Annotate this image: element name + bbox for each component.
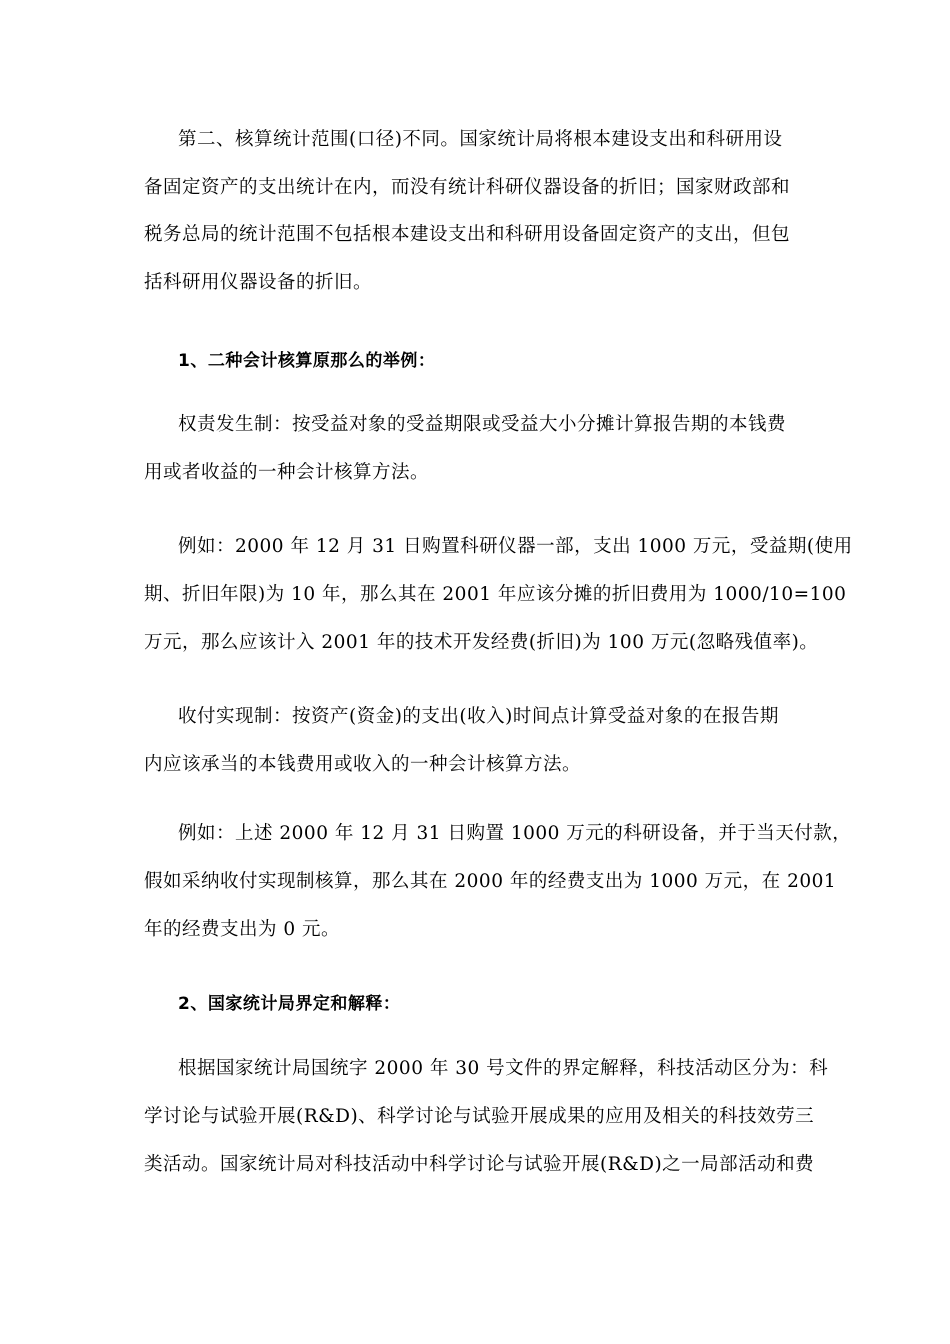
paragraph-line: 学讨论与试验开展(R&D)、科学讨论与试验开展成果的应用及相关的科技效劳三 [144, 1106, 815, 1127]
paragraph-line: 万元，那么应该计入 2001 年的技术开发经费(折旧)为 100 万元(忽略残值率)。 [144, 632, 819, 653]
paragraph-line: 例如：上述 2000 年 12 月 31 日购置 1000 万元的科研设备，并于当天付款， [178, 823, 852, 844]
section-heading: 1、二种会计核算原那么的举例： [178, 351, 436, 371]
paragraph-line: 备固定资产的支出统计在内，而没有统计科研仪器设备的折旧；国家财政部和 [144, 177, 791, 198]
paragraph-line: 例如：2000 年 12 月 31 日购置科研仪器一部，支出 1000 万元，受益期(使用 [178, 536, 853, 557]
paragraph-line: 收付实现制：按资产(资金)的支出(收入)时间点计算受益对象的在报告期 [178, 706, 779, 727]
paragraph-line: 假如采纳收付实现制核算，那么其在 2000 年的经费支出为 1000 万元，在 2001 [144, 871, 837, 892]
paragraph-line: 权责发生制：按受益对象的受益期限或受益大小分摊计算报告期的本钱费 [178, 414, 787, 435]
paragraph-line: 税务总局的统计范围不包括根本建设支出和科研用设备固定资产的支出，但包 [144, 224, 791, 245]
paragraph-line: 年的经费支出为 0 元。 [144, 919, 341, 940]
paragraph-line: 期、折旧年限)为 10 年，那么其在 2001 年应该分摊的折旧费用为 1000/10=100 [144, 584, 847, 605]
paragraph-line: 括科研用仪器设备的折旧。 [144, 272, 373, 293]
paragraph-line: 第二、核算统计范围(口径)不同。国家统计局将根本建设支出和科研用设 [178, 129, 783, 150]
paragraph-line: 内应该承当的本钱费用或收入的一种会计核算方法。 [144, 754, 582, 775]
section-heading: 2、国家统计局界定和解释： [178, 994, 401, 1014]
paragraph-line: 根据国家统计局国统字 2000 年 30 号文件的界定解释，科技活动区分为：科 [178, 1058, 829, 1079]
paragraph-line: 用或者收益的一种会计核算方法。 [144, 462, 430, 483]
paragraph-line: 类活动。国家统计局对科技活动中科学讨论与试验开展(R&D)之一局部活动和费 [144, 1154, 815, 1175]
